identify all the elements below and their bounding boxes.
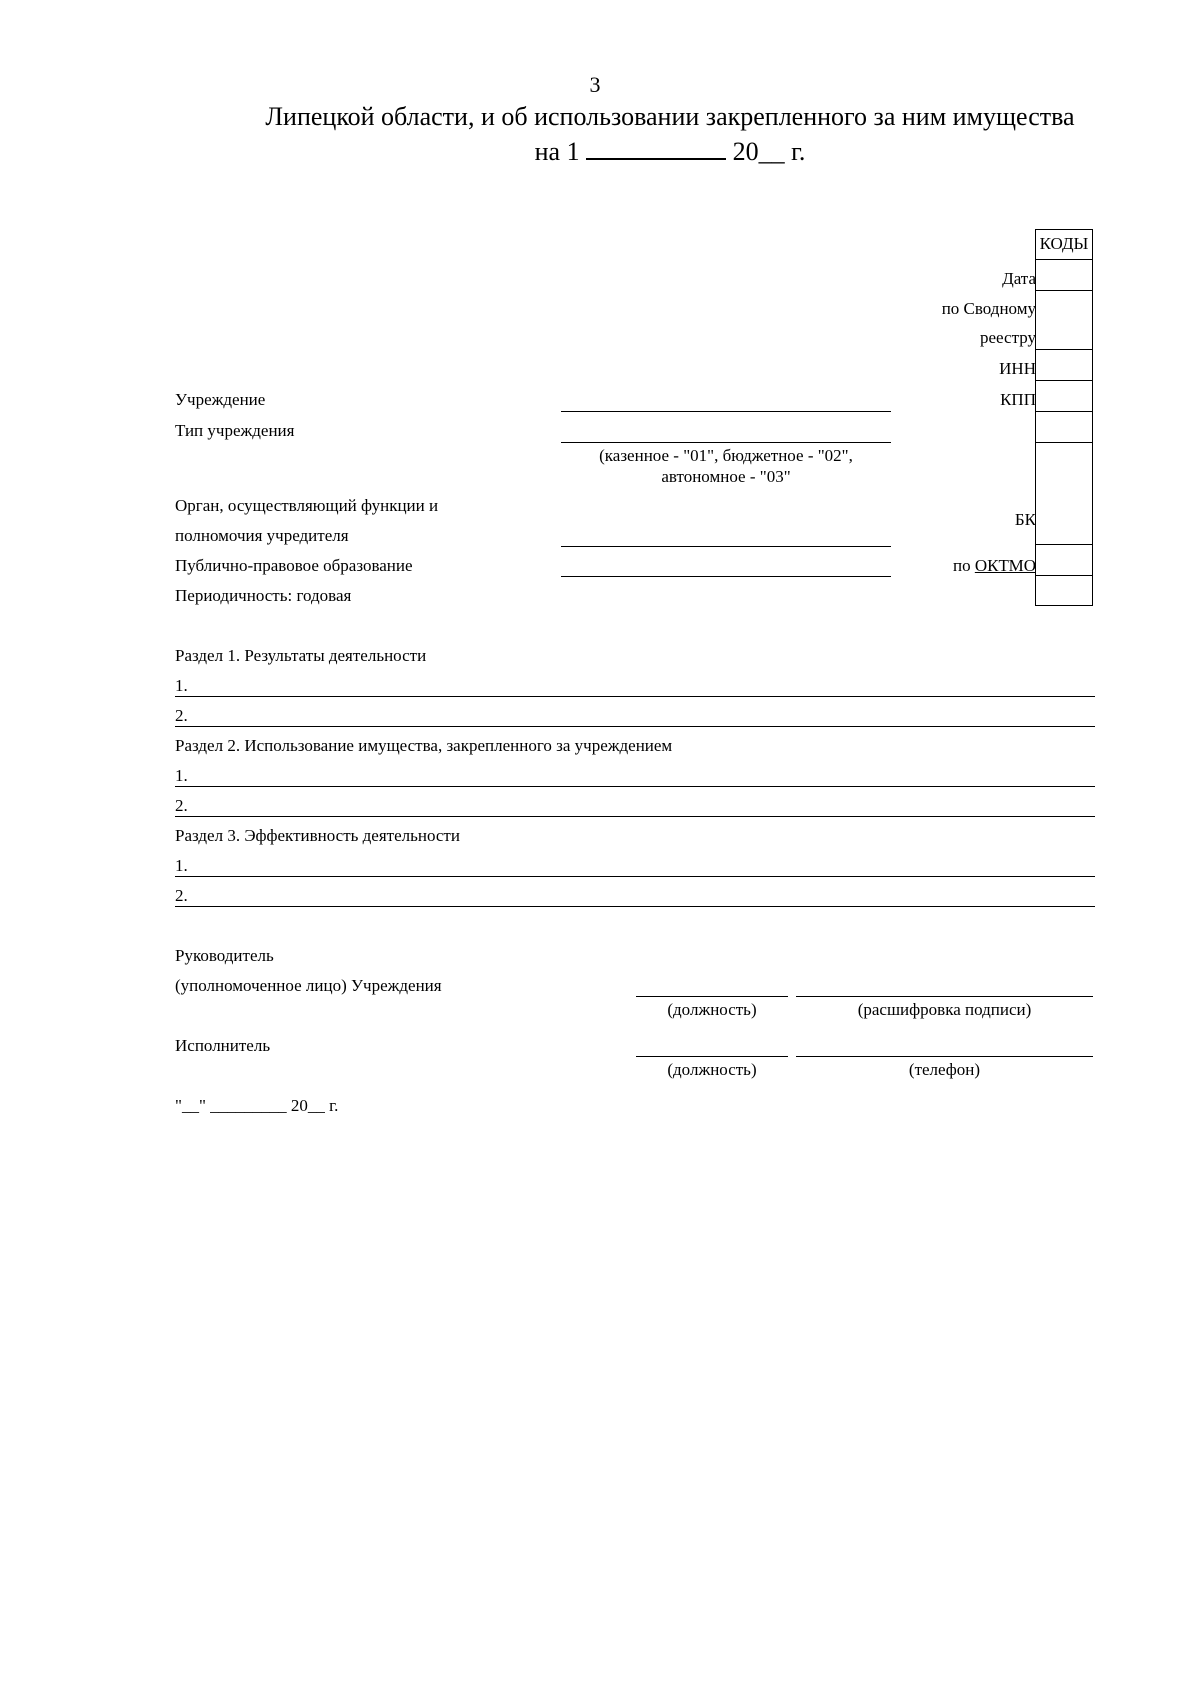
label-founder-1: Орган, осуществляющий функции и [175,496,439,515]
section-2-item-1-line[interactable] [175,786,1095,787]
section-3-item-1: 1. [175,856,188,875]
head-position-field[interactable] [636,996,788,997]
date-line[interactable]: "__" _________ 20__ г. [175,1096,339,1115]
executor-position-caption: (должность) [667,1060,757,1079]
oktmo-prefix: по [952,556,971,575]
page-number: 3 [589,72,601,97]
title-date-prefix: на 1 [534,137,580,166]
section-3-title: Раздел 3. Эффективность деятельности [175,826,460,845]
institution-type-field[interactable] [561,442,891,443]
head-name-field[interactable] [796,996,1093,997]
code-label-oktmo [953,556,1036,576]
section-1-title: Раздел 1. Результаты деятельности [175,646,427,665]
section-3-item-1-line[interactable] [175,876,1095,877]
municipality-field[interactable] [561,576,891,577]
codes-column [1035,259,1093,606]
section-2-item-2: 2. [175,796,188,815]
code-label-inn: ИНН [999,359,1036,378]
head-label-2: (уполномоченное лицо) Учреждения [175,976,442,995]
executor-phone-caption: (телефон) [908,1060,981,1079]
section-2-item-1: 1. [175,766,188,785]
codes-divider [1035,575,1093,576]
codes-divider [1035,442,1093,443]
codes-header-cell [1035,229,1093,259]
section-2-item-2-line[interactable] [175,816,1095,817]
label-institution: Учреждение [175,390,266,409]
section-1-item-1: 1. [175,676,188,695]
codes-divider [1035,349,1093,350]
section-3-item-2: 2. [175,886,188,905]
institution-field[interactable] [561,411,891,412]
codes-divider [1035,411,1093,412]
codes-header: КОДЫ [1039,234,1089,253]
codes-divider [1035,290,1093,291]
section-1-item-1-line[interactable] [175,696,1095,697]
executor-label: Исполнитель [175,1036,271,1055]
head-position-caption: (должность) [667,1000,757,1019]
title-date-blank[interactable] [586,136,726,160]
document-title-line2 [150,136,1190,167]
head-name-caption: (расшифровка подписи) [857,1000,1032,1019]
code-label-date: Дата [1002,269,1036,288]
codes-divider [1035,544,1093,545]
founder-field[interactable] [561,546,891,547]
code-label-registry-1: по Сводному [941,299,1036,318]
type-hint-line1: (казенное - "01", бюджетное - "02", [599,446,853,465]
head-label-1: Руководитель [175,946,274,965]
code-label-registry-2: реестру [980,328,1036,347]
section-2-title: Раздел 2. Использование имущества, закрепленного за учреждением [175,736,673,755]
codes-divider [1035,380,1093,381]
section-3-item-2-line[interactable] [175,906,1095,907]
oktmo-link[interactable]: ОКТМО [974,556,1036,575]
label-founder-2: полномочия учредителя [175,526,349,545]
executor-phone-field[interactable] [796,1056,1093,1057]
label-municipality: Публично-правовое образование [175,556,413,575]
label-periodicity: Периодичность: годовая [175,586,352,605]
executor-position-field[interactable] [636,1056,788,1057]
document-title-line1: Липецкой области, и об использовании закрепленного за ним имущества [265,102,1075,131]
code-label-kpp: КПП [1000,390,1036,409]
section-1-item-2: 2. [175,706,188,725]
section-1-item-2-line[interactable] [175,726,1095,727]
label-institution-type: Тип учреждения [175,421,295,440]
title-date-year: 20__ г. [732,137,806,166]
type-hint-line2: автономное - "03" [661,467,791,486]
code-label-bk: БК [1014,510,1036,529]
